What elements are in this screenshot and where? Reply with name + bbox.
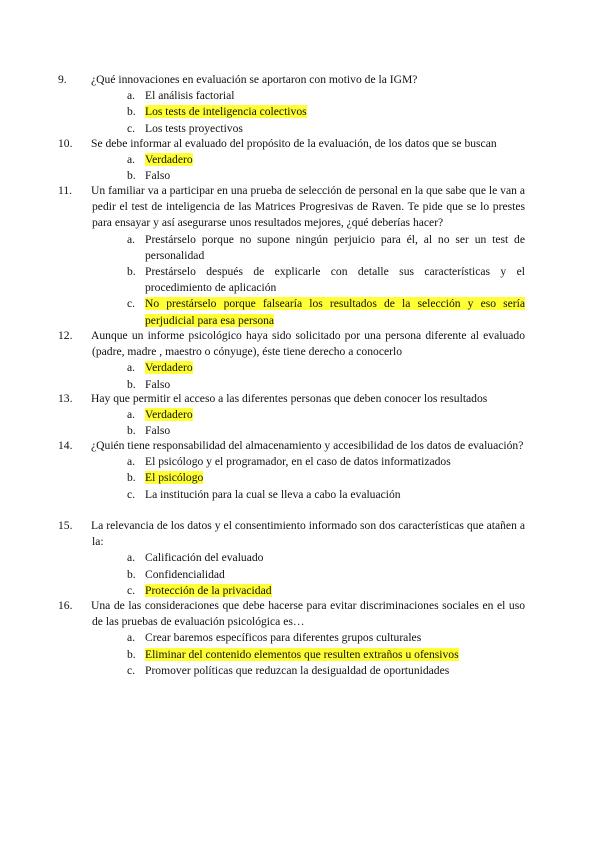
option-text-highlighted: El psicólogo <box>145 471 204 485</box>
question-16 <box>58 598 525 679</box>
question-stem <box>58 183 525 232</box>
question-number: 9. <box>58 73 67 86</box>
question-text: Un familiar va a participar en una prueba de selección de personal en la que sabe que le van a pedir el test de inteligencia de las Matrices Progresivas de Raven. Te pide que se lo prestes para ensayar y así asegurarse unos resultados mejores, ¿qué deberías hacer? <box>91 184 525 230</box>
option-13a <box>75 407 525 423</box>
option-text-highlighted: Los tests de inteligencia colectivos <box>145 105 307 119</box>
option-letter: a. <box>127 232 136 246</box>
option-11b <box>75 264 525 296</box>
question-14 <box>58 438 525 503</box>
option-text: Los tests proyectivos <box>145 121 243 135</box>
question-number: 13. <box>58 392 73 405</box>
question-stem <box>58 72 525 88</box>
option-letter: a. <box>127 631 136 645</box>
option-16b <box>75 647 525 663</box>
question-text: Aunque un informe psicológico haya sido solicitado por una persona diferente al evaluado (padre, madre , maestro o cónyuge), éste tiene derecho a conocerlo <box>91 329 525 359</box>
option-letter: c. <box>127 487 136 501</box>
option-letter: c. <box>127 583 136 597</box>
question-9 <box>58 72 525 137</box>
question-number: 12. <box>58 329 73 342</box>
question-stem <box>58 438 525 454</box>
option-14c <box>75 487 525 503</box>
option-text: Falso <box>145 424 171 438</box>
question-text: Hay que permitir el acceso a las diferentes personas que deben conocer los resultados <box>91 392 488 405</box>
option-16c <box>75 663 525 679</box>
option-11c <box>75 296 525 328</box>
question-number: 15. <box>58 519 73 532</box>
option-9a <box>75 88 525 104</box>
option-text-highlighted: Eliminar del contenido elementos que resulten extraños u ofensivos <box>145 647 459 661</box>
option-9b <box>75 104 525 120</box>
option-text: El análisis factorial <box>145 89 235 103</box>
option-text-highlighted: Verdadero <box>145 153 193 167</box>
option-letter: c. <box>127 297 136 311</box>
option-15a <box>75 550 525 566</box>
question-text: ¿Quién tiene responsabilidad del almacenamiento y accesibilidad de los datos de evaluación? <box>91 439 524 452</box>
question-number: 11. <box>58 184 73 197</box>
option-text: Confidencialidad <box>145 567 225 581</box>
option-letter: b. <box>127 169 136 183</box>
option-letter: b. <box>127 377 136 391</box>
option-text: Prestárselo después de explicarle con detalle sus características y el procedimiento de aplicación <box>145 265 525 295</box>
question-stem <box>58 598 525 630</box>
option-text: Crear baremos específicos para diferentes grupos culturales <box>145 631 422 645</box>
option-letter: b. <box>127 424 136 438</box>
question-text: Se debe informar al evaluado del propósito de la evaluación, de los datos que se buscan <box>91 137 497 150</box>
question-number: 16. <box>58 599 73 612</box>
option-15b <box>75 567 525 583</box>
question-11 <box>58 183 525 329</box>
option-letter: c. <box>127 121 136 135</box>
option-letter: b. <box>127 105 136 119</box>
question-number: 10. <box>58 137 73 150</box>
option-10a <box>75 152 525 168</box>
option-text: Prestárselo porque no supone ningún perjuicio para él, al no ser un test de personalidad <box>145 232 525 262</box>
option-letter: a. <box>127 551 136 565</box>
question-stem <box>58 518 525 550</box>
option-text: Falso <box>145 169 171 183</box>
option-text: Calificación del evaluado <box>145 551 264 565</box>
option-text: El psicólogo y el programador, en el caso de datos informatizados <box>145 455 451 469</box>
question-13 <box>58 391 525 440</box>
option-15c <box>75 583 525 599</box>
option-letter: b. <box>127 471 136 485</box>
option-11a <box>75 232 525 264</box>
option-9c <box>75 121 525 137</box>
option-14a <box>75 454 525 470</box>
question-15 <box>58 518 525 599</box>
option-text-highlighted: Verdadero <box>145 361 193 375</box>
option-letter: a. <box>127 153 136 167</box>
option-letter: a. <box>127 455 136 469</box>
question-stem <box>58 136 525 152</box>
option-letter: c. <box>127 663 136 677</box>
question-stem <box>58 328 525 360</box>
option-text: Promover políticas que reduzcan la desigualdad de oportunidades <box>145 663 450 677</box>
option-text-highlighted: No prestárselo porque falsearía los resultados de la selección y eso sería perjudicial para esa persona <box>145 297 525 327</box>
option-letter: b. <box>127 567 136 581</box>
option-text-highlighted: Verdadero <box>145 408 193 422</box>
question-12 <box>58 328 525 393</box>
question-stem <box>58 391 525 407</box>
option-letter: a. <box>127 408 136 422</box>
question-text: Una de las consideraciones que debe hacerse para evitar discriminaciones sociales en el uso de las pruebas de evaluación psicológica es… <box>91 599 525 629</box>
option-letter: a. <box>127 361 136 375</box>
option-text: Falso <box>145 377 171 391</box>
option-16a <box>75 630 525 646</box>
option-text: La institución para la cual se lleva a cabo la evaluación <box>145 487 401 501</box>
question-number: 14. <box>58 439 73 452</box>
option-12a <box>75 360 525 376</box>
question-text: La relevancia de los datos y el consentimiento informado son dos características que atañen a la: <box>91 519 525 549</box>
question-text: ¿Qué innovaciones en evaluación se aportaron con motivo de la IGM? <box>91 73 418 86</box>
option-letter: a. <box>127 89 136 103</box>
question-10 <box>58 136 525 185</box>
option-14b <box>75 470 525 486</box>
option-letter: b. <box>127 265 136 279</box>
option-text-highlighted: Protección de la privacidad <box>145 583 272 597</box>
option-letter: b. <box>127 647 136 661</box>
